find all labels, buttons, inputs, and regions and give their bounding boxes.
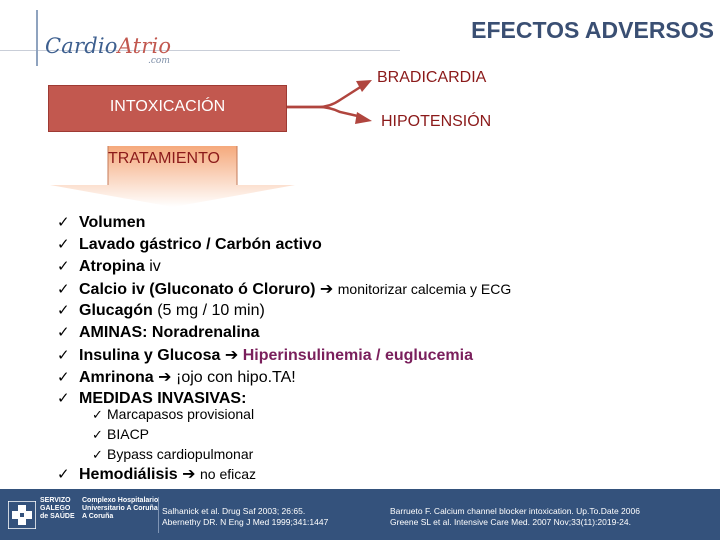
list-item: ✓ Volumen [57, 213, 146, 231]
logo-domain: .com [148, 56, 170, 66]
sub-item-marcapasos: ✓ Marcapasos provisional [92, 406, 255, 423]
list-item: ✓ Amrinona ➔ ¡ojo con hipo.TA! [57, 367, 296, 386]
sergas-logo-text: SERVIZO GALEGO de SAÚDE [40, 497, 75, 520]
check-icon: ✓ [57, 213, 70, 231]
logo-text: CardioAtrio [45, 34, 172, 58]
intoxication-box [48, 85, 287, 132]
check-icon: ✓ [57, 301, 70, 319]
check-icon: ✓ [57, 346, 70, 364]
sergas-cross-icon [8, 501, 36, 529]
sub-item-bypass: ✓ Bypass cardiopulmonar [92, 446, 254, 463]
right-arrow-icon: ➔ [182, 464, 196, 483]
chuac-logo-text: Complexo Hospitalario Universitario A Coruña A Coruña [82, 497, 159, 520]
check-icon: ✓ [57, 257, 70, 275]
arrow-to-hipotension [286, 107, 362, 117]
check-icon: ✓ [92, 408, 103, 423]
check-icon: ✓ [92, 448, 103, 463]
list-item: ✓ Atropina iv [57, 257, 161, 275]
list-item: ✓ Lavado gástrico / Carbón activo [57, 235, 322, 253]
list-item: ✓ Calcio iv (Gluconato ó Cloruro) ➔ monitorizar calcemia y ECG [57, 279, 512, 298]
list-item: ✓ AMINAS: Noradrenalina [57, 323, 260, 341]
arrow-to-bradicardia [286, 86, 362, 107]
check-icon: ✓ [57, 368, 70, 386]
sub-item-biacp: ✓ BIACP [92, 426, 150, 443]
intoxication-label: INTOXICACIÓN [109, 98, 226, 115]
right-arrow-icon: ➔ [224, 345, 239, 364]
check-icon: ✓ [57, 235, 70, 253]
check-icon: ✓ [57, 280, 70, 298]
list-item: ✓ Glucagón (5 mg / 10 min) [57, 301, 265, 319]
check-icon: ✓ [57, 323, 70, 341]
check-icon: ✓ [57, 465, 70, 483]
arrow-head-bradicardia [356, 80, 372, 92]
check-icon: ✓ [57, 389, 70, 407]
list-item: ✓ MEDIDAS INVASIVAS: [57, 389, 247, 407]
references-left: Salhanick et al. Drug Saf 2003; 26:65. Abernethy DR. N Eng J Med 1999;341:1447 [162, 506, 329, 527]
effect-hipotension: HIPOTENSIÓN [381, 113, 492, 130]
references-right: Barrueto F. Calcium channel blocker intoxication. Up.To.Date 2006 Greene SL et al. Intensive Care Med. 2007 Nov;33(11):2019-24. [390, 506, 640, 527]
right-arrow-icon: ➔ [158, 367, 172, 386]
footer-divider [158, 497, 159, 533]
right-arrow-icon: ➔ [319, 279, 334, 298]
effect-bradicardia: BRADICARDIA [377, 69, 487, 86]
check-icon: ✓ [92, 428, 103, 443]
treatment-label: TRATAMIENTO [108, 150, 220, 167]
page-title: EFECTOS ADVERSOS [471, 17, 714, 43]
footer [0, 489, 720, 540]
arrow-head-hipotension [355, 112, 372, 124]
list-item: ✓ Hemodiálisis ➔ no eficaz [57, 464, 257, 483]
list-item: ✓ Insulina y Glucosa ➔ Hiperinsulinemia / euglucemia [57, 345, 473, 364]
